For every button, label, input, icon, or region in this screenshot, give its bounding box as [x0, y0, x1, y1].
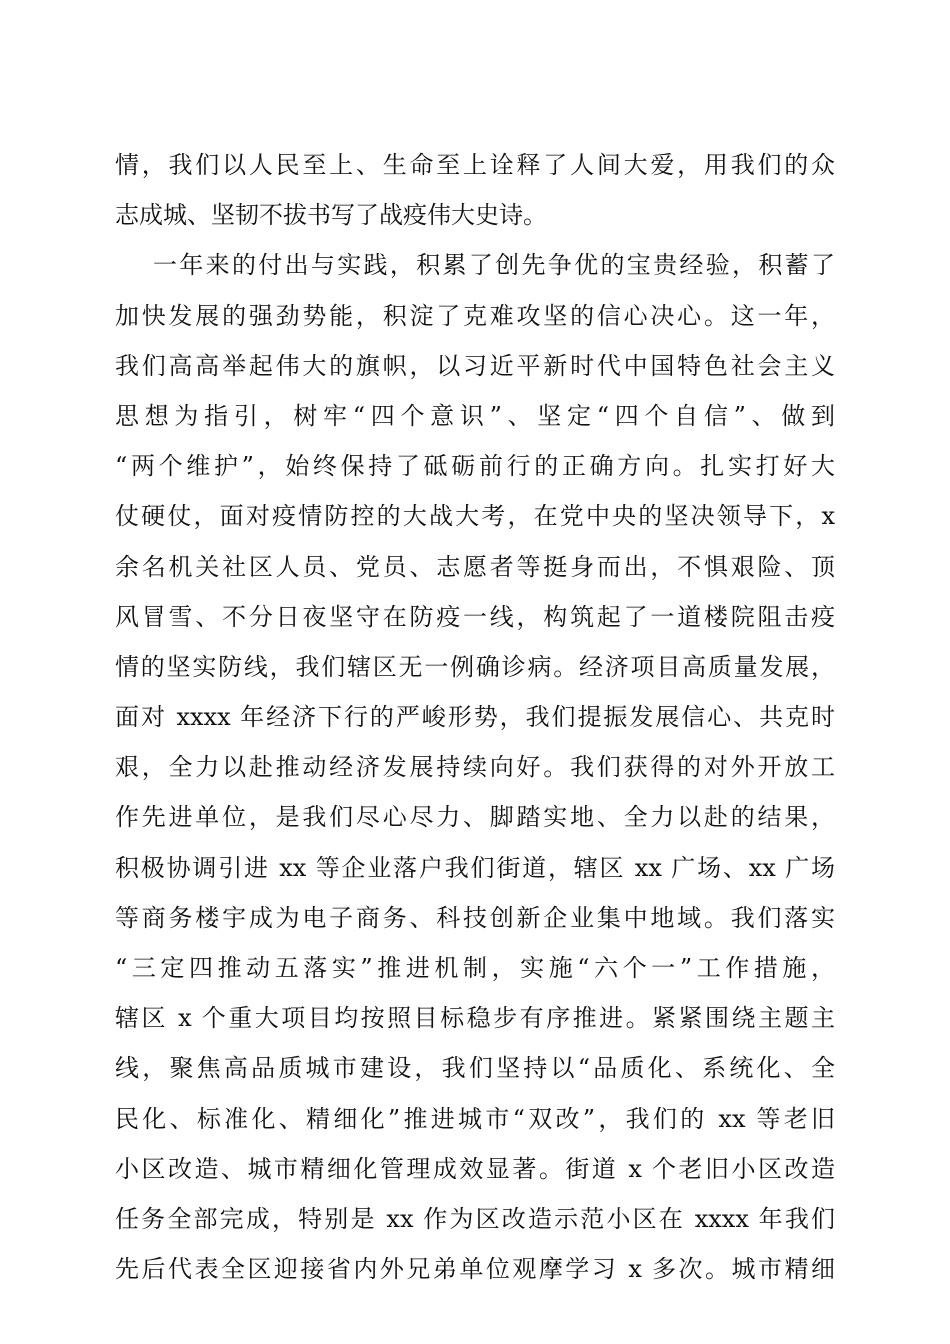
paragraph-first-line: 一年来的付出与实践，积累了创先争优的宝贵经验，积蓄了 [153, 251, 835, 280]
text-line: 民化、标准化、精细化”推进城市“双改”，我们的 xx 等老旧 [115, 1104, 835, 1133]
text-line: 志成城、坚韧不拔书写了战疫伟大史诗。 [115, 201, 547, 230]
text-line: 加快发展的强劲势能，积淀了克难攻坚的信心决心。这一年， [115, 301, 835, 330]
text-line: 情，我们以人民至上、生命至上诠释了人间大爱，用我们的众 [115, 151, 835, 179]
text-line: “两个维护”，始终保持了砥砺前行的正确方向。扎实打好大 [115, 452, 835, 481]
body-text [115, 140, 835, 1294]
text-line: 我们高高举起伟大的旗帜，以习近平新时代中国特色社会主义 [115, 351, 835, 380]
text-line: 艰，全力以赴推动经济发展持续向好。我们获得的对外开放工 [115, 753, 835, 782]
text-line: 情的坚实防线，我们辖区无一例确诊病。经济项目高质量发展， [115, 652, 835, 681]
text-line: 小区改造、城市精细化管理成效显著。街道 x 个老旧小区改造 [115, 1154, 835, 1183]
text-line: 线，聚焦高品质城市建设，我们坚持以“品质化、系统化、全 [115, 1054, 835, 1083]
text-line: 风冒雪、不分日夜坚守在防疫一线，构筑起了一道楼院阻击疫 [115, 602, 835, 631]
text-line: 任务全部完成，特别是 xx 作为区改造示范小区在 xxxx 年我们 [115, 1204, 835, 1233]
text-line: 先后代表全区迎接省内外兄弟单位观摩学习 x 多次。城市精细 [115, 1255, 835, 1284]
text-line: 面对 xxxx 年经济下行的严峻形势，我们提振发展信心、共克时 [115, 703, 835, 732]
text-line: 等商务楼宇成为电子商务、科技创新企业集中地域。我们落实 [115, 903, 835, 932]
text-line: 作先进单位，是我们尽心尽力、脚踏实地、全力以赴的结果， [115, 803, 835, 832]
text-line: “三定四推动五落实”推进机制，实施“六个一”工作措施， [115, 954, 835, 982]
text-line: 余名机关社区人员、党员、志愿者等挺身而出，不惧艰险、顶 [115, 552, 835, 581]
text-line: 思想为指引，树牢“四个意识”、坚定“四个自信”、做到 [115, 401, 835, 430]
text-line: 仗硬仗，面对疫情防控的大战大考，在党中央的坚决领导下，x [115, 502, 835, 531]
text-line: 辖区 x 个重大项目均按照目标稳步有序推进。紧紧围绕主题主 [115, 1004, 835, 1033]
text-line: 积极协调引进 xx 等企业落户我们街道，辖区 xx 广场、xx 广场 [115, 853, 835, 882]
